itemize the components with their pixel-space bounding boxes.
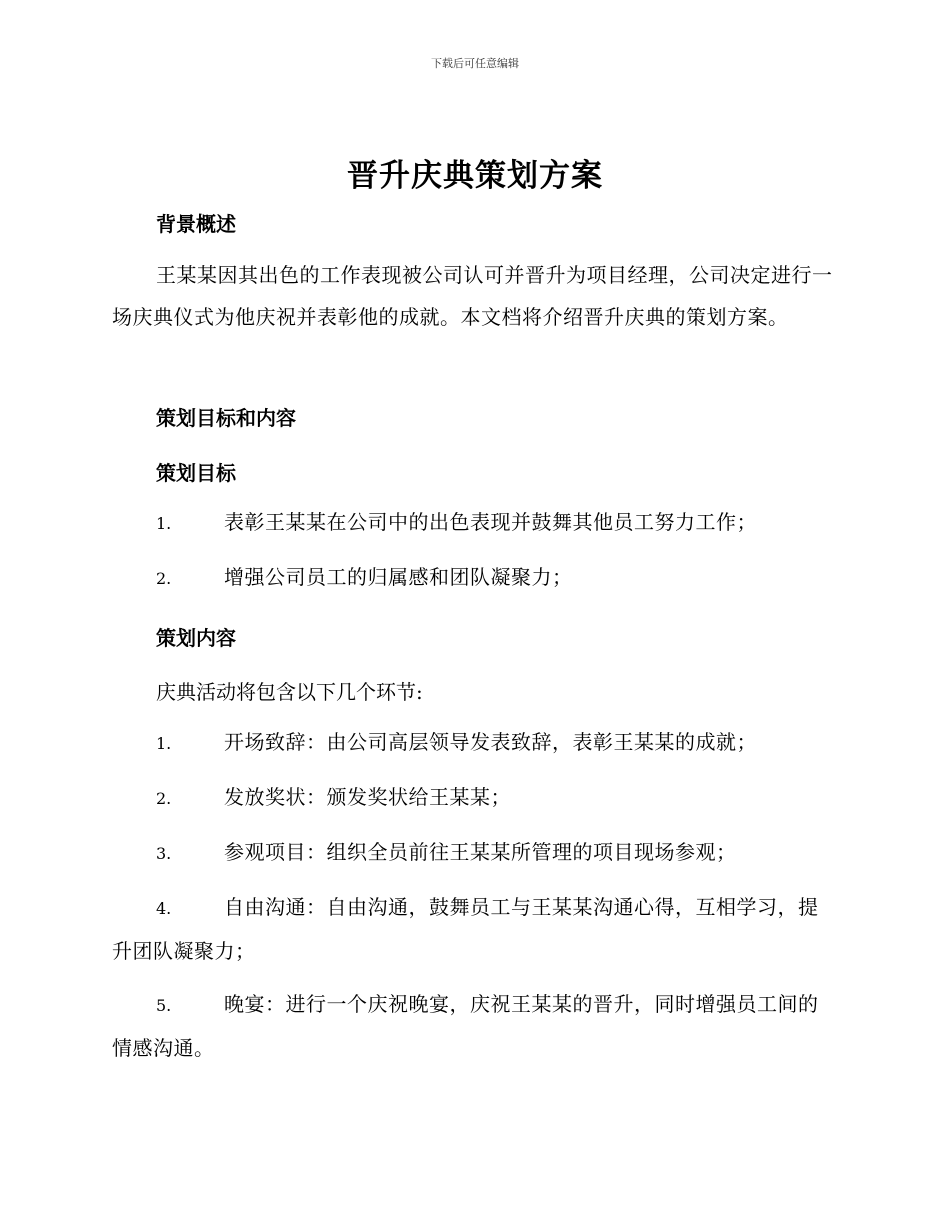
list-item-text: 发放奖状：颁发奖状给王某某； xyxy=(224,785,511,809)
header-note: 下载后可任意编辑 xyxy=(431,57,519,70)
heading-goals: 策划目标 xyxy=(156,461,236,485)
list-item-number: 2. xyxy=(156,569,172,588)
document-title: 晋升庆典策划方案 xyxy=(347,158,603,194)
list-item-text: 表彰王某某在公司中的出色表现并鼓舞其他员工努力工作； xyxy=(224,510,757,534)
list-item xyxy=(112,831,836,875)
list-item xyxy=(112,983,836,1069)
list-item-text: 增强公司员工的归属感和团队凝聚力； xyxy=(224,565,573,589)
list-item-number: 5. xyxy=(156,996,172,1015)
list-item xyxy=(112,776,836,820)
paragraph-background: 王某某因其出色的工作表现被公司认可并晋升为项目经理，公司决定进行一场庆典仪式为他庆祝并表彰他的成就。本文档将介绍晋升庆典的策划方案。 xyxy=(112,263,833,329)
list-item-number: 2. xyxy=(156,789,172,808)
list-item-number: 4. xyxy=(156,899,172,918)
list-item xyxy=(112,556,836,600)
list-item xyxy=(112,501,836,545)
list-item xyxy=(112,886,836,972)
list-item-text: 开场致辞：由公司高层领导发表致辞，表彰王某某的成就； xyxy=(224,730,757,754)
list-item xyxy=(112,721,836,765)
heading-background: 背景概述 xyxy=(156,212,236,236)
heading-content: 策划内容 xyxy=(156,626,236,650)
list-item-text: 参观项目：组织全员前往王某某所管理的项目现场参观； xyxy=(224,840,737,864)
list-item-number: 1. xyxy=(156,514,172,533)
content-intro: 庆典活动将包含以下几个环节: xyxy=(156,680,423,704)
list-item-number: 1. xyxy=(156,734,172,753)
list-item-text: 自由沟通：自由沟通，鼓舞员工与王某某沟通心得，互相学习，提升团队凝聚力； xyxy=(112,895,819,963)
list-item-number: 3. xyxy=(156,844,172,863)
list-item-text: 晚宴：进行一个庆祝晚宴，庆祝王某某的晋升，同时增强员工间的情感沟通。 xyxy=(112,992,819,1060)
heading-goals-and-content: 策划目标和内容 xyxy=(156,406,296,430)
